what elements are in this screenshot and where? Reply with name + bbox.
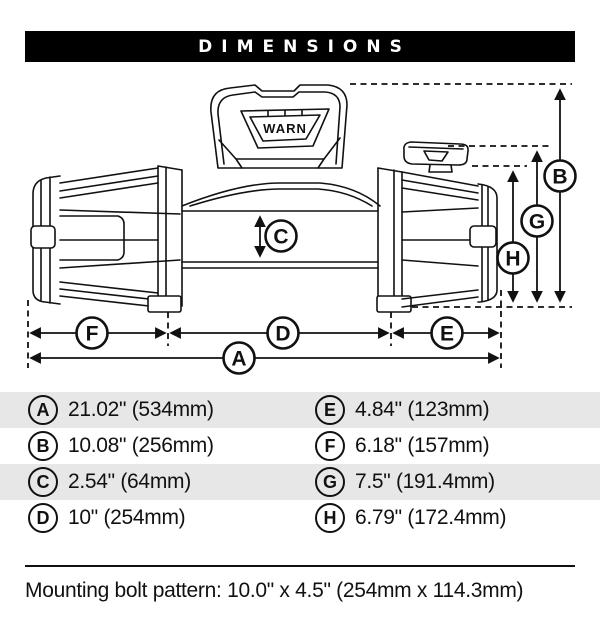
dimension-entry-h [303,503,560,533]
dimension-entry-b [0,431,303,461]
svg-text:B: B [552,165,568,189]
dimension-value-a: 21.02" (534mm) [68,398,214,421]
svg-text:C: C [273,225,289,249]
dimension-label-f: F [315,431,345,461]
dimension-value-h: 6.79" (172.4mm) [355,506,507,529]
dimension-entry-e [303,395,560,425]
dimension-label-e: E [315,395,345,425]
mounting-foot-left [148,296,181,312]
callout-g [522,206,553,237]
dimension-label-h: H [315,503,345,533]
page-title: DIMENSIONS [198,36,411,57]
mounting-bolt-pattern-note: Mounting bolt pattern: 10.0" x 4.5" (254mm x 114.3mm) [25,579,524,602]
winch-drawing [31,85,497,312]
brand-logo-text: WARN [263,121,307,136]
svg-text:G: G [528,210,546,234]
callout-b [545,161,576,192]
dimension-label-a: A [28,395,58,425]
callout-a [224,343,255,374]
svg-text:H: H [505,247,521,271]
dimension-value-g: 7.5" (191.4mm) [355,470,495,493]
dimension-label-c: C [28,467,58,497]
dimension-value-f: 6.18" (157mm) [355,434,490,457]
table-row [0,392,600,428]
dimension-table [0,392,600,536]
callout-c [266,221,297,252]
callout-h [498,243,529,274]
footer-divider [25,565,575,567]
svg-text:E: E [439,322,455,346]
drum-support-left [148,166,182,312]
table-row [0,464,600,500]
callout-e [432,318,463,349]
left-boss [31,226,55,248]
svg-text:D: D [275,322,291,346]
dimension-callouts [77,161,576,374]
table-row [0,500,600,536]
dimension-label-g: G [315,467,345,497]
dimension-entry-a [0,395,303,425]
dimension-entry-c [0,467,303,497]
dimension-entry-g [303,467,560,497]
dimension-value-d: 10" (254mm) [68,506,186,529]
dimension-entry-f [303,431,560,461]
control-pack [211,85,347,168]
svg-text:F: F [85,322,99,346]
gear-housing-right [402,172,497,307]
callout-f [77,318,108,349]
dimension-value-b: 10.08" (256mm) [68,434,214,457]
svg-text:A: A [231,347,247,371]
dimension-label-b: B [28,431,58,461]
clutch-lever [404,142,468,172]
right-boss [470,226,496,247]
table-row [0,428,600,464]
dimension-value-e: 4.84" (123mm) [355,398,490,421]
dimension-value-c: 2.54" (64mm) [68,470,191,493]
callout-d [268,318,299,349]
dimension-entry-d [0,503,303,533]
dimension-label-d: D [28,503,58,533]
